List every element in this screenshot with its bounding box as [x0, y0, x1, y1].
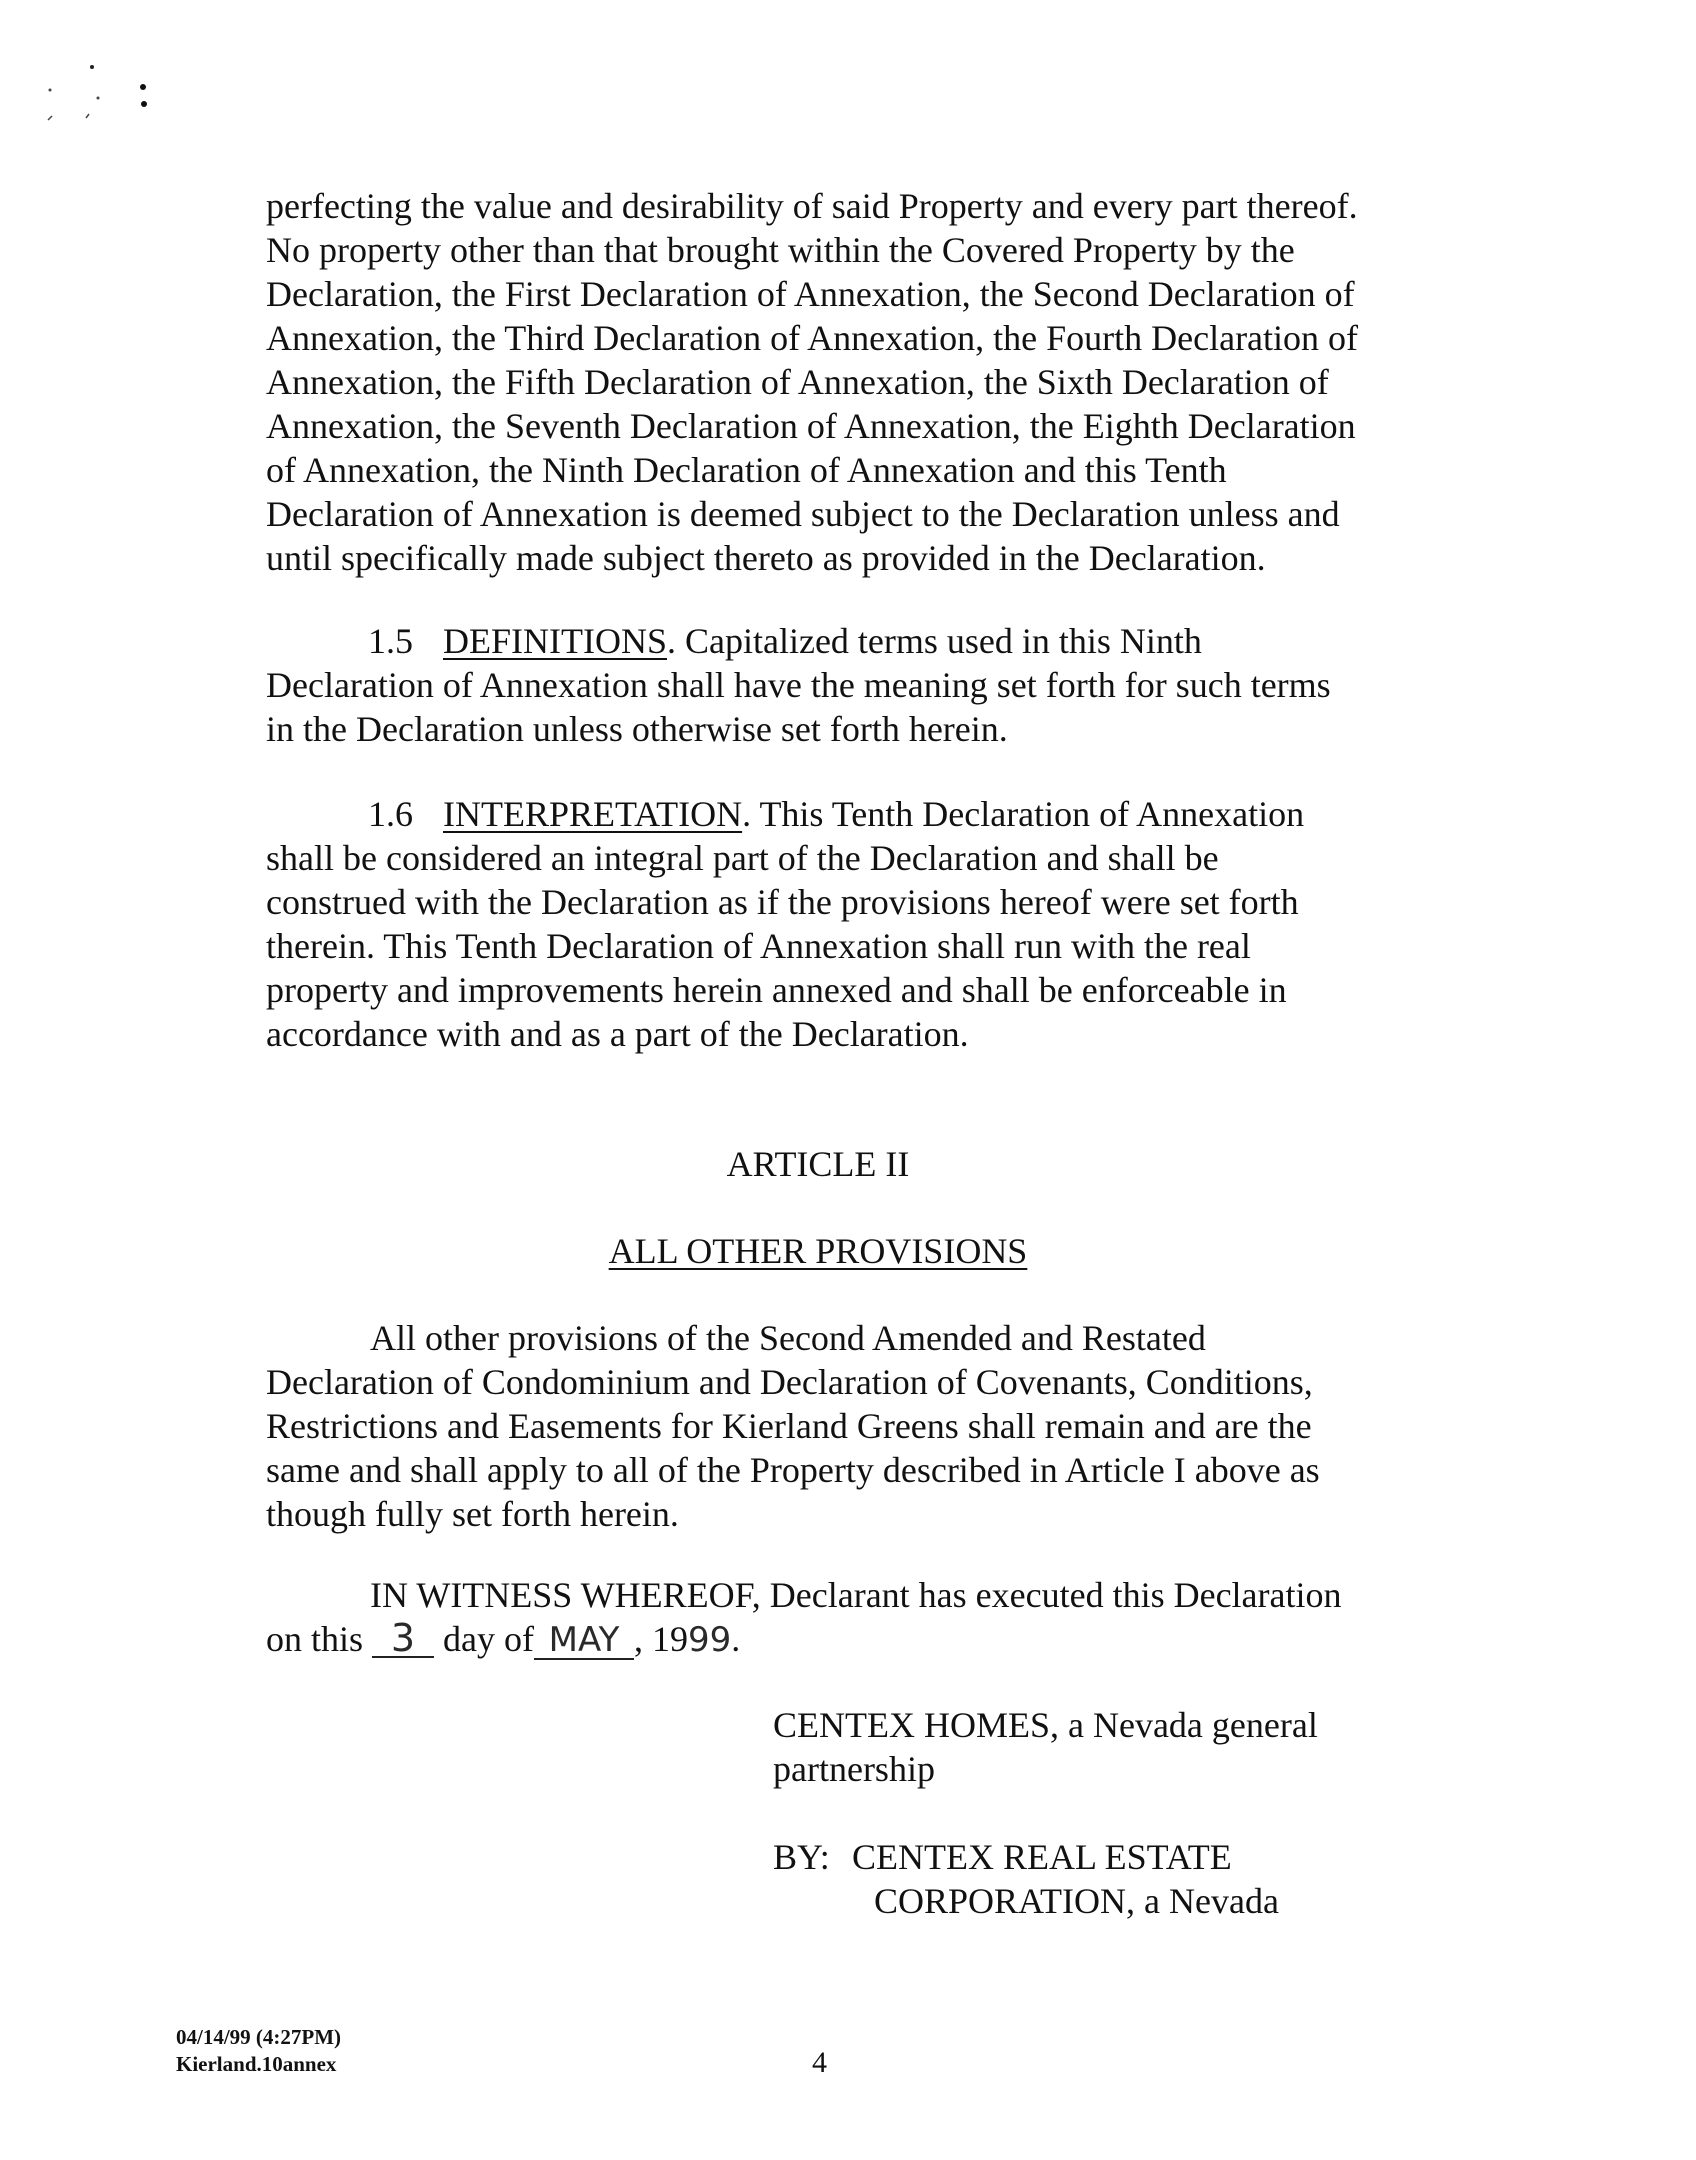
section-1-6-line: therein. This Tenth Declaration of Annexation shall run with the real: [266, 926, 1251, 966]
provisions-line: All other provisions of the Second Amended and Restated: [370, 1318, 1206, 1358]
intro-line: Annexation, the Seventh Declaration of Annexation, the Eighth Declaration: [266, 406, 1356, 446]
provisions-paragraph: [266, 1316, 1386, 1546]
section-1-6-heading: INTERPRETATION: [443, 794, 743, 834]
section-1-6-first-line-text: . This Tenth Declaration of Annexation: [742, 794, 1305, 834]
section-1-6-number: 1.6: [368, 794, 413, 834]
day-handwritten: 3: [372, 1620, 434, 1658]
article-title: ARTICLE II: [726, 1144, 910, 1184]
intro-line: until specifically made subject thereto as provided in the Declaration.: [266, 538, 1266, 578]
intro-line: Annexation, the Fifth Declaration of Annexation, the Sixth Declaration of: [266, 362, 1329, 402]
provisions-line: though fully set forth herein.: [266, 1494, 679, 1534]
provisions-line: Declaration of Condominium and Declaration of Covenants, Conditions,: [266, 1362, 1313, 1402]
witness-day-of: day of: [443, 1619, 534, 1659]
section-1-5-line: Declaration of Annexation shall have the meaning set forth for such terms: [266, 665, 1331, 705]
section-1-5: [266, 619, 1386, 759]
month-handwritten: MAY: [534, 1622, 634, 1660]
article-subtitle-text: ALL OTHER PROVISIONS: [608, 1231, 1028, 1271]
provisions-line: Restrictions and Easements for Kierland Greens shall remain and are the: [266, 1406, 1312, 1446]
witness-date-line: [266, 1617, 740, 1662]
witness-on-this: on this: [266, 1619, 364, 1659]
intro-line: of Annexation, the Ninth Declaration of Annexation and this Tenth: [266, 450, 1227, 490]
section-1-5-heading: DEFINITIONS: [443, 621, 667, 661]
section-1-6-line: accordance with and as a part of the Declaration.: [266, 1014, 969, 1054]
footer-file: Kierland.10annex: [176, 2052, 337, 2076]
scan-specks: [40, 60, 160, 130]
section-1-6-line: construed with the Declaration as if the provisions hereof were set forth: [266, 882, 1299, 922]
year-handwritten: 99: [687, 1620, 732, 1660]
article-subtitle: [0, 1229, 1636, 1273]
section-1-5-line: in the Declaration unless otherwise set forth herein.: [266, 709, 1008, 749]
witness-line: IN WITNESS WHEREOF, Declarant has executed this Declaration: [370, 1575, 1342, 1615]
company-line: CENTEX HOMES, a Nevada general: [773, 1705, 1318, 1745]
section-1-6: [266, 792, 1386, 1062]
section-1-5-number: 1.5: [368, 621, 413, 661]
footer-stamp: 04/14/99 (4:27PM): [176, 2025, 342, 2049]
witness-paragraph: [266, 1573, 1386, 1673]
witness-year-prefix: , 19: [633, 1619, 688, 1659]
page-number: 4: [812, 2046, 827, 2079]
section-1-6-line: property and improvements herein annexed and shall be enforceable in: [266, 970, 1287, 1010]
section-1-5-first-line: [368, 619, 1202, 663]
intro-paragraph: [266, 184, 1386, 584]
section-1-6-line: shall be considered an integral part of the Declaration and shall be: [266, 838, 1219, 878]
provisions-line: same and shall apply to all of the Property described in Article I above as: [266, 1450, 1320, 1490]
section-1-5-first-line-text: . Capitalized terms used in this Ninth: [666, 621, 1202, 661]
by-label: BY:: [773, 1837, 830, 1877]
section-1-6-first-line: [368, 792, 1304, 836]
by-line: CENTEX REAL ESTATE: [852, 1837, 1232, 1877]
intro-line: Declaration, the First Declaration of Annexation, the Second Declaration of: [266, 274, 1355, 314]
witness-end: .: [731, 1619, 741, 1659]
intro-line: Declaration of Annexation is deemed subject to the Declaration unless and: [266, 494, 1340, 534]
by-line: CORPORATION, a Nevada: [874, 1881, 1279, 1921]
company-line: partnership: [773, 1749, 935, 1789]
intro-line: perfecting the value and desirability of said Property and every part thereof.: [266, 186, 1358, 226]
intro-line: No property other than that brought within the Covered Property by the: [266, 230, 1295, 270]
intro-line: Annexation, the Third Declaration of Annexation, the Fourth Declaration of: [266, 318, 1359, 358]
